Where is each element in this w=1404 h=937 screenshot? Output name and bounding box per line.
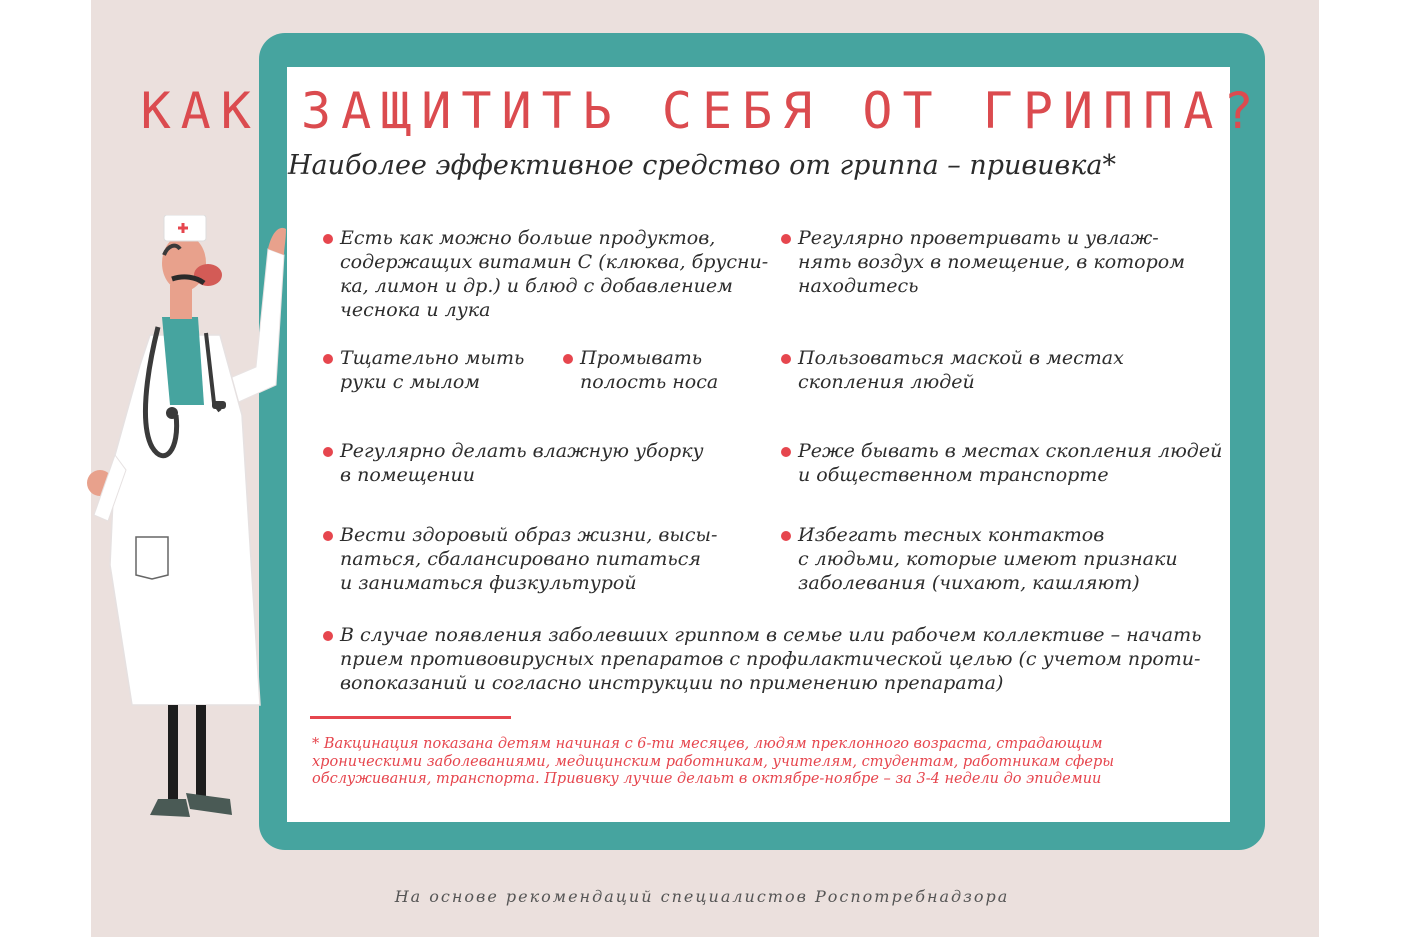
bullet-icon [781,531,791,541]
tip-text: В случае появления заболевших гриппом в семье или рабочем коллективе – начать прием противовирусных препаратов с профилактической целью (с учетом проти- вопоказаний и согласно инструкции по применению препарата) [340,624,1202,694]
bullet-icon [781,447,791,457]
tip-wear-mask [781,346,1228,394]
tip-avoid-crowds [781,439,1228,487]
page-subtitle: Наиболее эффективное средство от гриппа – прививка* [288,150,1116,181]
bullet-icon [323,354,333,364]
bullet-icon [781,354,791,364]
bullet-icon [781,234,791,244]
source-credit: На основе рекомендаций специалистов Роспотребнадзора [394,887,1010,906]
vaccination-footnote: * Вакцинация показана детям начиная с 6-ти месяцев, людям преклонного возраста, страдающим хроническими заболеваниями, медицинским работникам, учителям, студентам, работникам сферы обслуживания, транспорта. Прививку лучше делаьт в октябре-ноябре – за 3-4 недели до эпидемии [312,736,1115,787]
bullet-icon [563,354,573,364]
bullet-icon [323,631,333,641]
tip-healthy-lifestyle [323,523,780,595]
tip-ventilate [781,226,1228,298]
page-title: КАК ЗАЩИТИТЬ СЕБЯ ОТ ГРИППА? [140,82,1264,140]
tip-vitamin-c [323,226,780,322]
tip-rinse-nose [563,346,780,394]
doctor-illustration [80,215,320,855]
tip-text: Регулярно делать влажную уборку в помещении [340,440,704,486]
tip-avoid-sick-contacts [781,523,1228,595]
tip-wet-cleaning [323,439,780,487]
bullet-icon [323,234,333,244]
tip-antiviral [323,623,1230,695]
tip-text: Тщательно мыть руки с мылом [340,347,525,393]
tip-text: Промывать полость носа [580,347,719,393]
tip-text: Реже бывать в местах скопления людей и общественном транспорте [798,440,1223,486]
bullet-icon [323,447,333,457]
tip-text: Регулярно проветривать и увлаж- нять воздух в помещение, в котором находитесь [798,227,1185,297]
tip-text: Вести здоровый образ жизни, высы- паться, сбалансировано питаться и заниматься физкультурой [340,524,718,594]
tip-text: Пользоваться маской в местах скопления людей [798,347,1124,393]
footnote-divider [310,716,511,719]
tip-text: Есть как можно больше продуктов, содержащих витамин С (клюква, брусни- ка, лимон и др.) и блюд с добавлением чеснока и лука [340,227,769,321]
tip-text: Избегать тесных контактов с людьми, которые имеют признаки заболевания (чихают, кашляют) [798,524,1178,594]
bullet-icon [323,531,333,541]
tip-wash-hands [323,346,560,394]
